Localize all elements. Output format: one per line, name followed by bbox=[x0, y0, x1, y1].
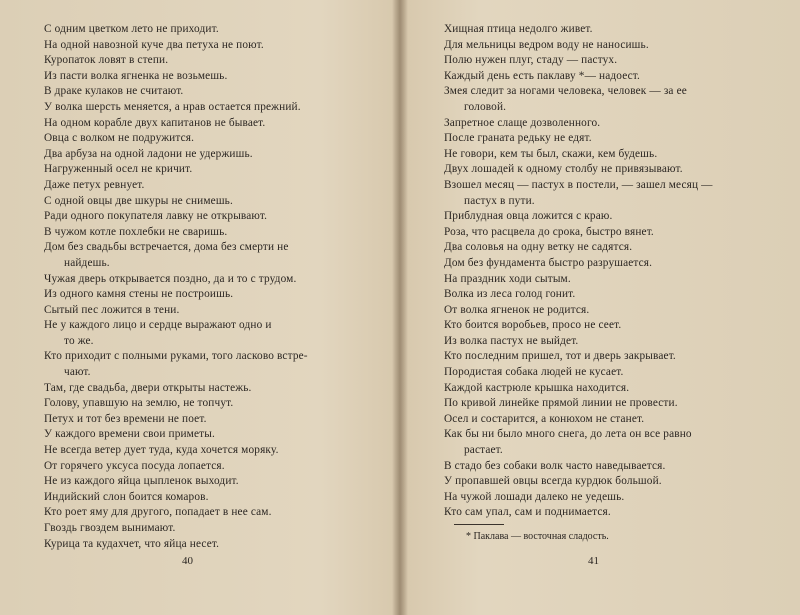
proverb-line: С одним цветком лето не приходит. bbox=[44, 23, 219, 35]
page-number: 41 bbox=[588, 555, 599, 567]
proverb-line: Там, где свадьба, двери открыты настежь. bbox=[44, 381, 252, 394]
proverb-line-continuation: растает. bbox=[464, 444, 503, 457]
proverb-line-continuation: пастух в пути. bbox=[464, 194, 535, 207]
proverb-line: Взошел месяц — пастух в постели, — зашел месяц — bbox=[444, 178, 713, 191]
proverb-line: Нагруженный осел не кричит. bbox=[44, 163, 193, 176]
proverb-line-continuation: найдешь. bbox=[64, 256, 110, 269]
proverb-line: Не говори, кем ты был, скажи, кем будешь. bbox=[444, 147, 658, 160]
proverb-line: После граната редьку не едят. bbox=[444, 132, 592, 145]
proverb-line: Волка из леса голод гонит. bbox=[444, 288, 576, 301]
proverb-line: Двух лошадей к одному столбу не привязывают. bbox=[444, 163, 683, 176]
proverb-line: Чужая дверь открывается поздно, да и то с трудом. bbox=[44, 272, 297, 285]
proverb-line: У пропавшей овцы всегда курдюк большой. bbox=[444, 475, 662, 488]
proverb-line: Курица та кудахчет, что яйца несет. bbox=[44, 537, 220, 550]
proverb-line: У волка шерсть меняется, а нрав остается прежний. bbox=[44, 100, 301, 113]
proverb-line: Два соловья на одну ветку не садятся. bbox=[444, 241, 633, 254]
proverb-line: Не у каждого лицо и сердце выражают одно и bbox=[44, 319, 272, 332]
right-page bbox=[400, 0, 800, 615]
proverb-line: Из волка пастух не выйдет. bbox=[444, 334, 579, 347]
proverb-line: Кто последним пришел, тот и дверь закрывает. bbox=[444, 350, 676, 363]
footnote: * Паклава — восточная сладость. bbox=[466, 531, 609, 542]
proverb-line: Петух и тот без времени не поет. bbox=[44, 412, 207, 425]
right-page-text bbox=[444, 22, 762, 521]
page-number: 40 bbox=[182, 555, 193, 567]
proverb-line-continuation: головой. bbox=[464, 100, 507, 113]
proverb-line: На праздник ходи сытым. bbox=[444, 272, 571, 285]
proverb-line: Приблудная овца ложится с краю. bbox=[444, 210, 613, 223]
proverb-line: Дом без свадьбы встречается, дома без смерти не bbox=[44, 241, 289, 254]
proverb-line: Дом без фундамента быстро разрушается. bbox=[444, 256, 653, 269]
proverb-line: Из одного камня стены не построишь. bbox=[44, 288, 234, 301]
proverb-line: Кто роет яму для другого, попадает в нее сам. bbox=[44, 506, 272, 519]
proverb-line: Кто приходит с полными руками, того ласково встре- bbox=[44, 350, 308, 363]
proverb-line: Два арбуза на одной ладони не удержишь. bbox=[44, 147, 253, 160]
proverb-line: Даже петух ревнует. bbox=[44, 178, 145, 191]
proverb-line: Кто боится воробьев, просо не сеет. bbox=[444, 319, 622, 332]
proverb-line: Не из каждого яйца цыпленок выходит. bbox=[44, 475, 239, 488]
proverb-line: Для мельницы ведром воду не наносишь. bbox=[444, 38, 649, 51]
proverb-line: Как бы ни было много снега, до лета он все равно bbox=[444, 428, 692, 441]
proverb-line: Полю нужен плуг, стаду — пастух. bbox=[444, 54, 618, 67]
proverb-line: Не всегда ветер дует туда, куда хочется моряку. bbox=[44, 444, 279, 457]
proverb-line: Каждой кастрюле крышка находится. bbox=[444, 381, 630, 394]
proverb-line: По кривой линейке прямой линии не провести. bbox=[444, 397, 678, 410]
proverb-line-continuation: то же. bbox=[64, 334, 94, 347]
proverb-line: Запретное слаще дозволенного. bbox=[444, 116, 601, 129]
proverb-line: Роза, что расцвела до срока, быстро вянет. bbox=[444, 225, 654, 238]
proverb-line: От волка ягненок не родится. bbox=[444, 303, 590, 316]
proverb-line: Гвоздь гвоздем вынимают. bbox=[44, 522, 176, 534]
proverb-line: Голову, упавшую на землю, не топчут. bbox=[44, 397, 234, 410]
proverb-line: На одном корабле двух капитанов не бывает. bbox=[44, 116, 266, 129]
proverb-line: В стадо без собаки волк часто наведывается. bbox=[444, 459, 666, 472]
proverb-line: Кто сам упал, сам и поднимается. bbox=[444, 506, 611, 519]
proverb-line: Куропаток ловят в степи. bbox=[44, 54, 169, 67]
proverb-line: В чужом котле похлебки не сваришь. bbox=[44, 225, 228, 238]
proverb-line: Индийский слон боится комаров. bbox=[44, 490, 209, 503]
footnote-divider bbox=[454, 524, 504, 525]
proverb-line: Породистая собака людей не кусает. bbox=[444, 366, 624, 379]
proverb-line: Змея следит за ногами человека, человек — за ее bbox=[444, 85, 687, 98]
proverb-line: Сытый пес ложится в тени. bbox=[44, 303, 180, 316]
proverb-line: Осел и состарится, а конюхом не станет. bbox=[444, 412, 645, 425]
proverb-line: Хищная птица недолго живет. bbox=[444, 23, 593, 35]
proverb-line-continuation: чают. bbox=[64, 366, 91, 379]
left-page-text bbox=[44, 22, 364, 552]
proverb-line: С одной овцы две шкуры не снимешь. bbox=[44, 194, 233, 207]
proverb-line: На чужой лошади далеко не уедешь. bbox=[444, 490, 625, 503]
proverb-line: Овца с волком не подружится. bbox=[44, 132, 195, 145]
proverb-line: Каждый день есть паклаву *— надоест. bbox=[444, 69, 641, 82]
proverb-line: Ради одного покупателя лавку не открывают. bbox=[44, 210, 268, 223]
proverb-line: От горячего уксуса посуда лопается. bbox=[44, 459, 225, 472]
proverb-line: У каждого времени свои приметы. bbox=[44, 428, 215, 441]
proverb-line: Из пасти волка ягненка не возьмешь. bbox=[44, 69, 228, 82]
proverb-line: В драке кулаков не считают. bbox=[44, 85, 184, 98]
proverb-line: На одной навозной куче два петуха не поют. bbox=[44, 38, 264, 51]
